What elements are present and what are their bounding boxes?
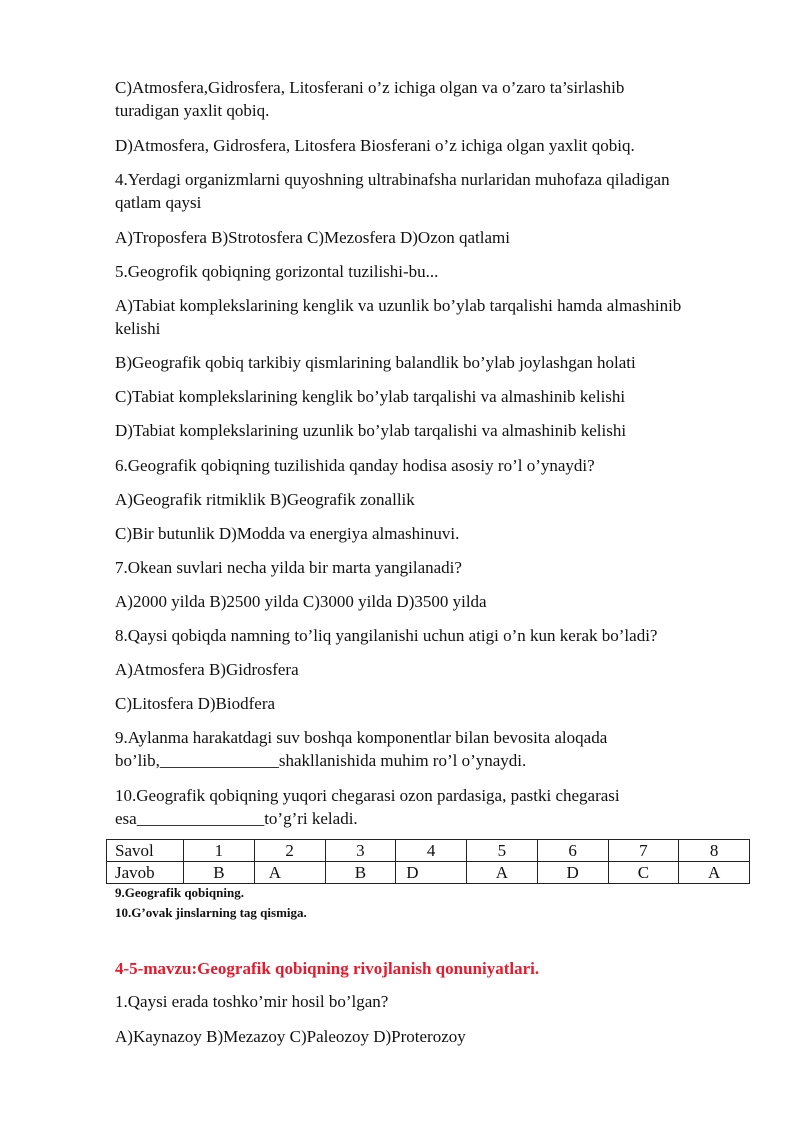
answer-option: C)Tabiat komplekslarining kenglik bo’ylab tarqalishi va almashinib kelishi	[115, 387, 626, 406]
question-9: 9.Aylanma harakatdagi suv boshqa komponentlar bilan bevosita aloqada	[115, 728, 608, 747]
question-6: 6.Geografik qobiqning tuzilishida qanday hodisa asosiy ro’l o’ynaydi?	[115, 456, 595, 475]
answer-cell: A	[679, 862, 750, 884]
question-4: 4.Yerdagi organizmlarni quyoshning ultrabinafsha nurlaridan muhofaza qiladigan	[115, 170, 670, 189]
question-number-cell: 3	[325, 840, 396, 862]
text-line: kelishi	[115, 319, 161, 338]
answer-options: C)Litosfera D)Biodfera	[115, 694, 276, 713]
answer-cell: C	[608, 862, 679, 884]
answer-options: A)Geografik ritmiklik B)Geografik zonallik	[115, 490, 415, 509]
table-header-label: Savol	[107, 840, 184, 862]
question-number-cell: 1	[184, 840, 255, 862]
answer-options: A)Atmosfera B)Gidrosfera	[115, 660, 299, 679]
answer-cell: A	[467, 862, 538, 884]
text-line: bo’lib,______________shakllanishida muhim ro’l o’ynaydi.	[115, 751, 527, 770]
answer-options: A)Troposfera B)Strotosfera C)Mezosfera D)Ozon qatlami	[115, 228, 510, 247]
table-answer-label: Javob	[107, 862, 184, 884]
question-number-cell: 4	[396, 840, 467, 862]
question-number-cell: 5	[467, 840, 538, 862]
table-row	[107, 862, 750, 884]
answer-option: D)Tabiat komplekslarining uzunlik bo’ylab tarqalishi va almashinib kelishi	[115, 421, 627, 440]
text-line: C)Atmosfera,Gidrosfera, Litosferani o’z ichiga olgan va o’zaro ta’sirlashib	[115, 78, 625, 97]
text-line: D)Atmosfera, Gidrosfera, Litosfera Biosferani o’z ichiga olgan yaxlit qobiq.	[115, 136, 635, 155]
question-1: 1.Qaysi erada toshko’mir hosil bo’lgan?	[115, 992, 389, 1011]
answer-note: 10.G’ovak jinslarning tag qismiga.	[115, 905, 307, 920]
question-10: 10.Geografik qobiqning yuqori chegarasi ozon pardasiga, pastki chegarasi	[115, 786, 620, 805]
table-row	[107, 840, 750, 862]
text-line: esa_______________to’g’ri keladi.	[115, 809, 358, 828]
answer-option: B)Geografik qobiq tarkibiy qismlarining balandlik bo’ylab joylashgan holati	[115, 353, 636, 372]
question-number-cell: 7	[608, 840, 679, 862]
question-number-cell: 2	[254, 840, 325, 862]
text-line: turadigan yaxlit qobiq.	[115, 101, 270, 120]
answer-cell: B	[184, 862, 255, 884]
answer-cell: D	[537, 862, 608, 884]
answer-options: A)2000 yilda B)2500 yilda C)3000 yilda D)3500 yilda	[115, 592, 487, 611]
section-heading: 4-5-mavzu:Geografik qobiqning rivojlanish qonuniyatlari.	[115, 959, 540, 978]
answer-key-table	[106, 839, 750, 884]
answer-options: A)Kaynazoy B)Mezazoy C)Paleozoy D)Proterozoy	[115, 1027, 466, 1046]
answer-option: A)Tabiat komplekslarining kenglik va uzunlik bo’ylab tarqalishi hamda almashinib	[115, 296, 682, 315]
question-7: 7.Okean suvlari necha yilda bir marta yangilanadi?	[115, 558, 462, 577]
question-number-cell: 6	[537, 840, 608, 862]
question-5: 5.Geogrofik qobiqning gorizontal tuzilishi-bu...	[115, 262, 439, 281]
answer-note: 9.Geografik qobiqning.	[115, 885, 244, 900]
question-number-cell: 8	[679, 840, 750, 862]
question-8: 8.Qaysi qobiqda namning to’liq yangilanishi uchun atigi o’n kun kerak bo’ladi?	[115, 626, 658, 645]
answer-cell: A	[254, 862, 325, 884]
text-line: qatlam qaysi	[115, 193, 202, 212]
answer-cell: B	[325, 862, 396, 884]
answer-options: C)Bir butunlik D)Modda va energiya almashinuvi.	[115, 524, 460, 543]
answer-cell: D	[396, 862, 467, 884]
